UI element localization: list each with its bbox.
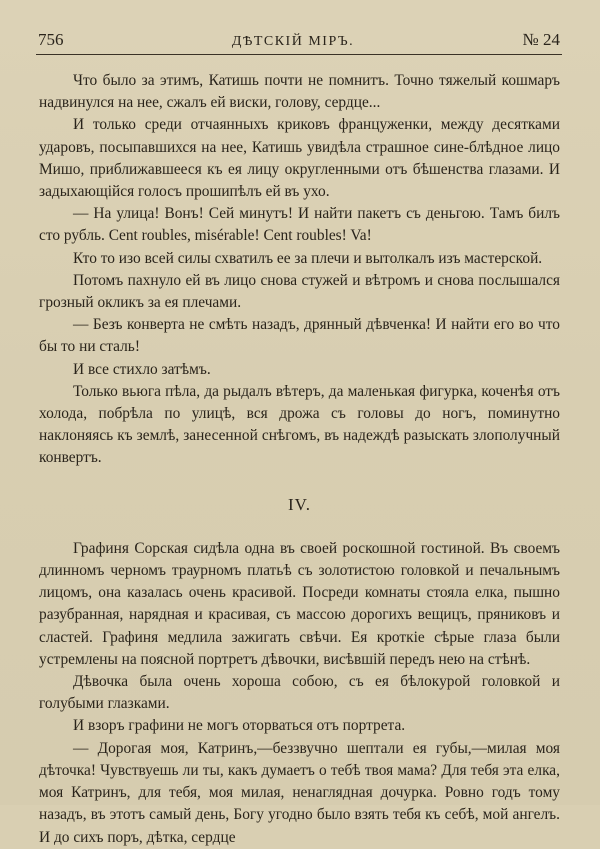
chapter-heading: IV. (288, 494, 311, 514)
paragraph: Дѣвочка была очень хороша собою, съ ея бѣлокурой головкой и голубыми глазками. (39, 673, 560, 713)
paragraph: — На улица! Вонъ! Сей минутъ! И найти пакетъ съ деньгою. Тамъ билъ сто рубль. Cent roubles, misérable! Cent roubles! Va! (39, 205, 560, 245)
running-header (38, 30, 560, 54)
paragraph: — Дорогая моя, Катринъ,—беззвучно шептали ея губы,—милая моя дѣточка! Чувствуешь ли ты, какъ думаетъ о тебѣ твоя мама? Для тебя эта елка, моя Катринъ, для тебя, моя милая, ненаглядная дочурка. Ровно годъ тому назадъ, въ этотъ самый день, Богу угодно было взять тебя къ себѣ, мой ангелъ. И до сихъ поръ, дѣтка, сердце (39, 739, 560, 846)
paragraph: Только вьюга пѣла, да рыдалъ вѣтеръ, да маленькая фигурка, коченѣя отъ холода, побрѣла по улицѣ, вся дрожа съ головы до ногъ, поминутно наклоняясь къ землѣ, занесенной снѣгомъ, въ надеждѣ разыскать злополучный конвертъ. (39, 382, 560, 467)
paragraph: И взоръ графини не могъ оторваться отъ портрета. (73, 717, 406, 735)
paragraph: Кто то изо всей силы схватилъ ее за плечи и вытолкалъ изъ мастерской. (73, 249, 543, 267)
paragraph: Графиня Сорская сидѣла одна въ своей роскошной гостиной. Въ своемъ длинномъ черномъ траурномъ платьѣ съ золотистою головкой и печальнымъ лицомъ, она казалась очень красивой. Посреди комнаты стояла елка, пышно разубранная, нарядная и красивая, съ массою дорогихъ вещицъ, пряниковъ и сластей. Графиня медлила зажигать свѣчи. Ея кроткіе сѣрые глаза были устремлены на поясной портретъ дѣвочки, висѣвшій передъ нею на стѣнѣ. (39, 539, 560, 668)
paragraph: — Безъ конверта не смѣть назадъ, дрянный дѣвченка! И найти его во что бы то ни сталь! (39, 316, 560, 356)
journal-title: ДѢТСКІЙ МІРЪ. (231, 34, 355, 49)
paragraph: Что было за этимъ, Катишь почти не помнитъ. Точно тяжелый кошмаръ надвинулся на нее, сжалъ ей виски, голову, сердце... (39, 72, 560, 112)
page-number: 756 (38, 30, 64, 49)
header-rule (36, 54, 562, 55)
issue-number: № 24 (522, 30, 560, 49)
paragraph: Потомъ пахнуло ей въ лицо снова стужей и вѣтромъ и снова послышался грозный окликъ за ея плечами. (39, 271, 560, 312)
page-body (39, 70, 560, 849)
paragraph: И все стихло затѣмъ. (73, 360, 211, 378)
paragraph: И только среди отчаянныхъ криковъ француженки, между десятками ударовъ, посыпавшихся на нее, Катишь увидѣла страшное сине-блѣдное лицо Мишо, приближавшееся къ ея лицу округленными отъ бѣшенства глазами. И задыхающійся голосъ прошипѣлъ ей въ ухо. (39, 116, 560, 201)
